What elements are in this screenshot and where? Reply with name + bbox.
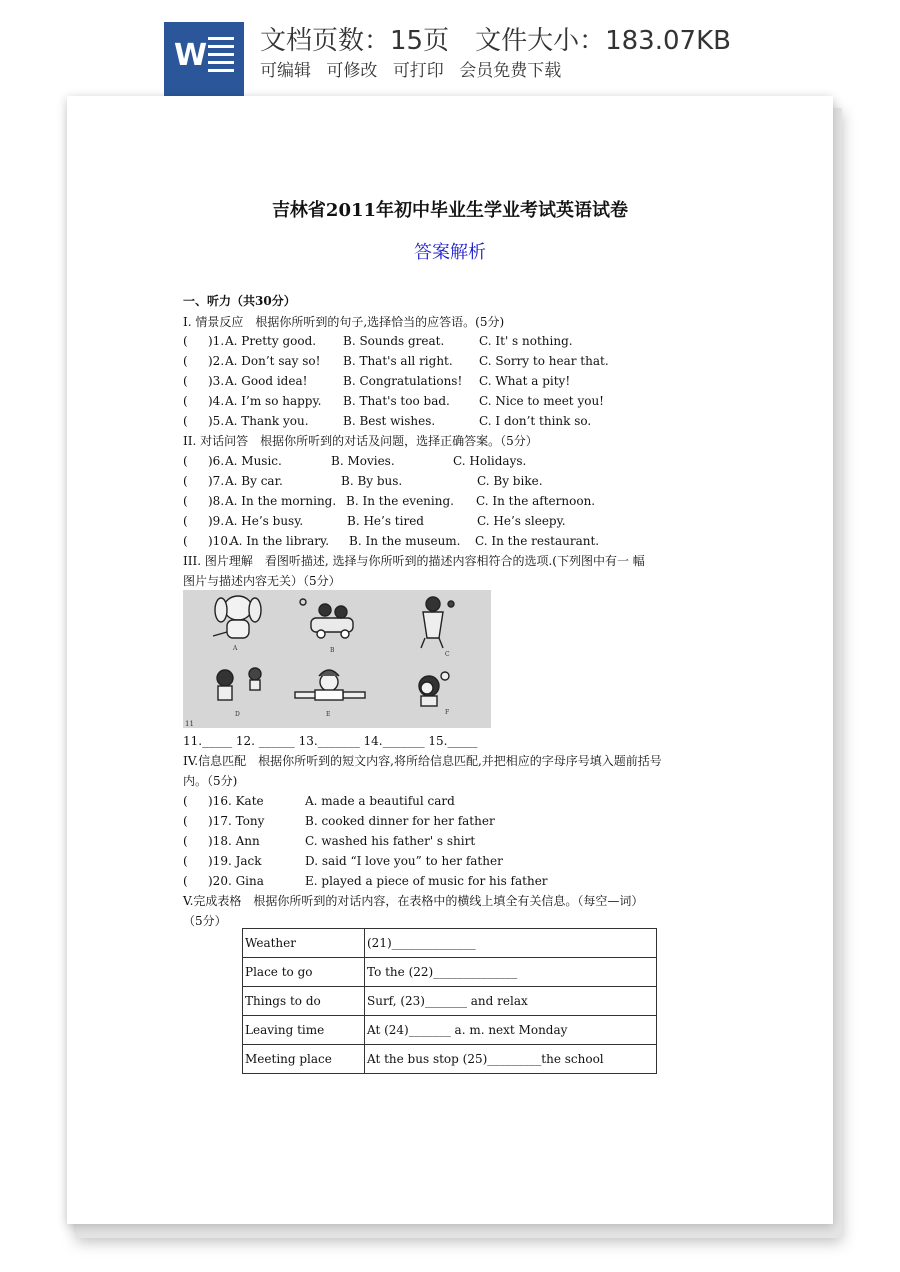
feature-member-download: 会员免费下载 bbox=[459, 61, 562, 81]
part2-heading: II. 对话问答 根据你所听到的对话及问题，选择正确答案。（5分） bbox=[183, 434, 538, 448]
table-row bbox=[243, 987, 657, 1016]
section-listening: 一、听力（共30分） bbox=[183, 294, 296, 308]
feature-printable: 可打印 bbox=[392, 61, 444, 81]
table-key: Place to go bbox=[243, 958, 365, 987]
document-page: 吉林省2011年初中毕业生学业考试英语试卷 答案解析 一、听力（共30分） I. 情景反应 根据你所听到的句子,选择恰当的应答语。(5分) ( )1. A. Pretty good. B. Sounds great. C. It' s nothing. ( )2. A. Don’t say so! B. That's all right. C. Sorry to hear that. ( )3. A. Good idea! B. Congratulations! C. What a pity! ( )4. A. I’m so happy. B. That's too bad. C. Nice to meet you! ( )5. A. Thank you. B. Best wishes. C. I don’t think so. II. 对话问答 根据你所听到的对话及问题，选择正确答案。（5分） ( )6. A. Music. B. Movies. C. Holidays. ( )7. A. By car. B. By bus. C. By bike. ( )8. A. In the morning. B. In the evening. C. In the afternoon. ( )9. A. He’s busy. B. He’s tired C. He’s sleepy. ( )10. A. In the library. B. In the museum. C. In the restaurant. III. 图片理解 看图听描述, 选择与你所听到的描述内容相符合的选项.(下列图中有一 幅 图片与描述内容无关）（5分） A B C D E F 11 11._____ 12. ______ 13._______ 14._______ 15._____ IV.信息匹配 根据你所听到的短文内容,将所给信息匹配,并把相应的字母序号填入题前括号 内。（5分) ( )16. Kate A. made a beautiful card ( )17. Tony B. cooked dinner for her father ( )18. Ann C. washed his father' s shirt ( )19. Jack D. said “I love you” to her father ( )20. Gina E. played a piece of music for his father V.完成表格 根据你所听到的对话内容，在表格中的横线上填全有关信息。（每空—词） （5分） Weather (21)______________ Place to go To the (22)______________ Things to do Surf, (23)_______ and relax Leaving time At (24)_______ a. m. next Monday Meeting place At the bus stop (25)_________the school bbox=[67, 96, 833, 1224]
feature-editable: 可编辑 bbox=[260, 61, 311, 81]
picture-label-c: C bbox=[445, 651, 450, 658]
picture-label-f: F bbox=[445, 709, 450, 716]
table-key: Meeting place bbox=[243, 1045, 365, 1074]
picture-label-d: D bbox=[235, 711, 240, 718]
info-table bbox=[242, 928, 657, 1074]
answer-blanks: 11._____ 12. ______ 13._______ 14._______ 15._____ bbox=[183, 734, 478, 748]
table-row bbox=[243, 1045, 657, 1074]
page-count: 文档页数：15页 bbox=[260, 26, 450, 56]
part3-heading-line1: III. 图片理解 看图听描述, 选择与你所听到的描述内容相符合的选项.(下列图中有一 幅 bbox=[183, 554, 645, 568]
banner-features bbox=[260, 56, 571, 81]
download-banner bbox=[0, 0, 900, 100]
table-value: To the (22)______________ bbox=[365, 958, 657, 987]
part3-heading-line2: 图片与描述内容无关）（5分） bbox=[183, 574, 341, 588]
word-icon-letter: W bbox=[174, 38, 208, 73]
table-key: Weather bbox=[243, 929, 365, 958]
table-value: At (24)_______ a. m. next Monday bbox=[365, 1016, 657, 1045]
part4-heading-line2: 内。（5分) bbox=[183, 774, 238, 788]
file-size: 文件大小：183.07KB bbox=[475, 26, 731, 56]
banner-title bbox=[260, 20, 757, 57]
picture-caption: 11 bbox=[185, 720, 194, 728]
table-key: Things to do bbox=[243, 987, 365, 1016]
table-key: Leaving time bbox=[243, 1016, 365, 1045]
listening-picture bbox=[183, 590, 491, 728]
table-row bbox=[243, 958, 657, 987]
picture-label-b: B bbox=[330, 647, 335, 654]
part5-heading-line2: （5分） bbox=[183, 914, 227, 928]
table-row bbox=[243, 929, 657, 958]
table-row bbox=[243, 1016, 657, 1045]
picture-label-e: E bbox=[326, 711, 331, 718]
picture-label-a: A bbox=[233, 645, 238, 652]
table-value: (21)______________ bbox=[365, 929, 657, 958]
table-value: Surf, (23)_______ and relax bbox=[365, 987, 657, 1016]
document-title: 吉林省2011年初中毕业生学业考试英语试卷 bbox=[271, 200, 629, 221]
part1-heading: I. 情景反应 根据你所听到的句子,选择恰当的应答语。(5分) bbox=[183, 315, 505, 329]
picture-drawing bbox=[183, 590, 491, 728]
document-subtitle: 答案解析 bbox=[414, 242, 486, 263]
part5-heading-line1: V.完成表格 根据你所听到的对话内容，在表格中的横线上填全有关信息。（每空—词） bbox=[183, 894, 644, 908]
word-document-icon bbox=[164, 22, 244, 96]
feature-modifiable: 可修改 bbox=[326, 61, 378, 81]
table-value: At the bus stop (25)_________the school bbox=[365, 1045, 657, 1074]
part4-heading-line1: IV.信息匹配 根据你所听到的短文内容,将所给信息匹配,并把相应的字母序号填入题前括号 bbox=[183, 754, 662, 768]
